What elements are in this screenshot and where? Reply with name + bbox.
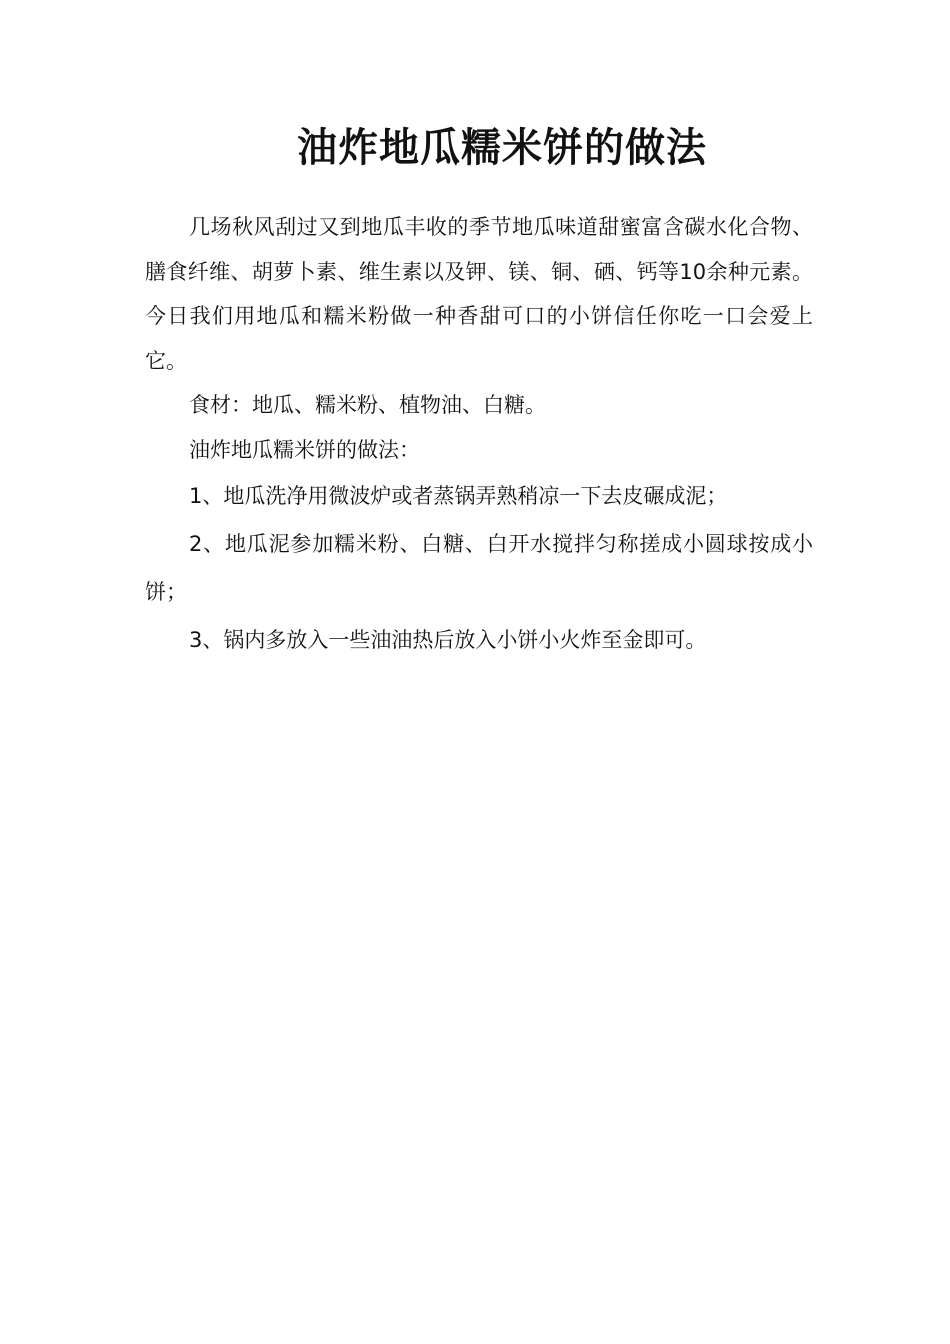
document-body bbox=[145, 205, 813, 664]
method-heading: 油炸地瓜糯米饼的做法： bbox=[189, 437, 420, 462]
document-title: 油炸地瓜糯米饼的做法 bbox=[297, 124, 707, 171]
ingredients-paragraph: 食材：地瓜、糯米粉、植物油、白糖。 bbox=[189, 393, 546, 417]
step-item: 2、地瓜泥参加糯米粉、白糖、白开水搅拌匀称搓成小圆球按成小饼； bbox=[145, 532, 813, 604]
step-item: 1、地瓜洗净用微波炉或者蒸锅弄熟稍凉一下去皮碾成泥； bbox=[189, 484, 728, 508]
intro-paragraph: 几场秋风刮过又到地瓜丰收的季节地瓜味道甜蜜富含碳水化合物、膳食纤维、胡萝卜素、维生素以及钾、镁、铜、硒、钙等10余种元素。今日我们用地瓜和糯米粉做一种香甜可口的小饼信任你吃一口会爱上它。 bbox=[145, 215, 813, 373]
step-item: 3、锅内多放入一些油油热后放入小饼小火炸至金即可。 bbox=[189, 628, 707, 652]
